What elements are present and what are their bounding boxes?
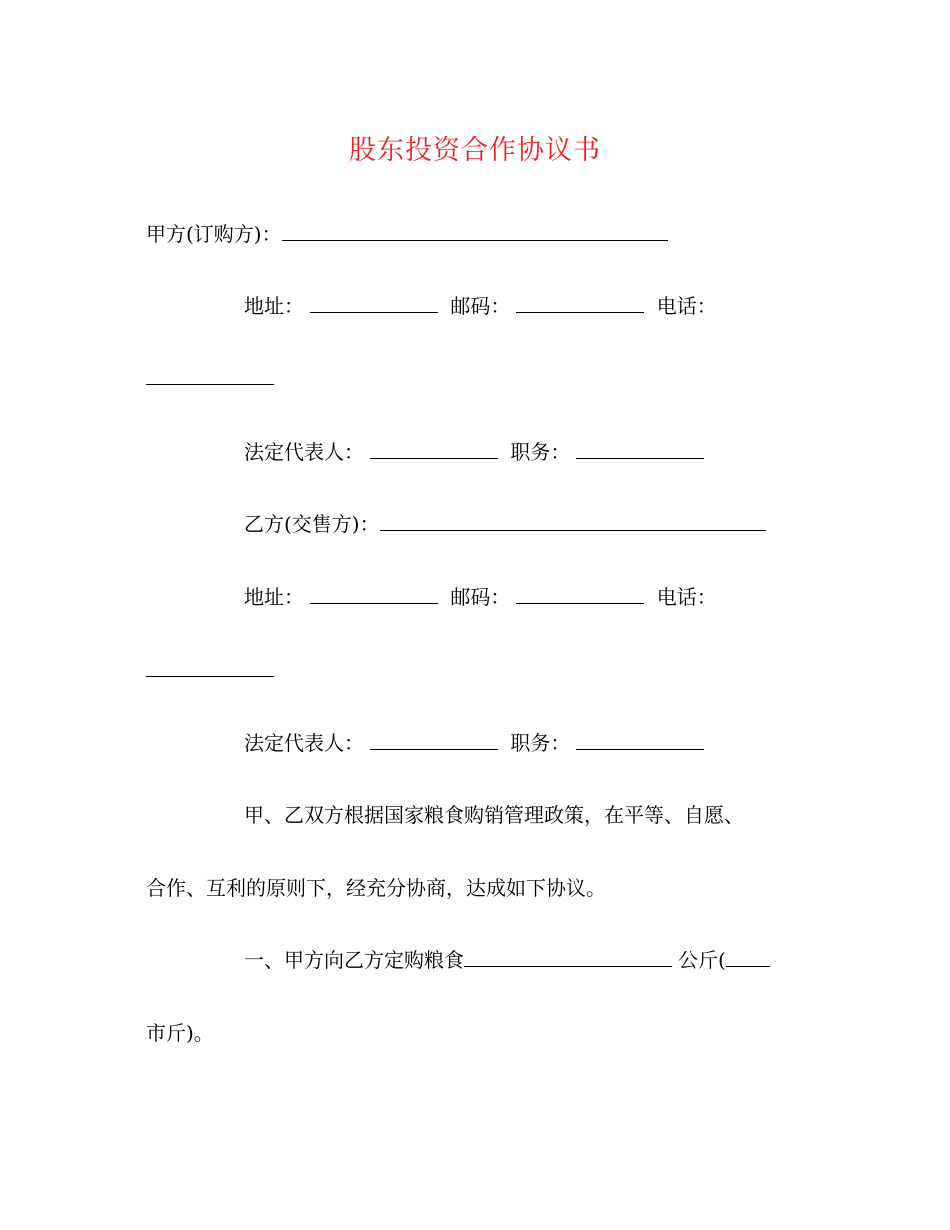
party-b-phone-label: 电话： [656,585,717,609]
party-b-line [244,510,772,538]
party-b-address-blank [310,585,438,604]
preamble-line-1: 甲、乙双方根据国家粮食购销管理政策，在平等、自愿、 [244,803,744,827]
clause-1-unit: 公斤( [678,948,726,972]
party-b-phone-line [146,656,280,684]
party-b-contact-line [244,583,717,611]
clause-1-prefix: 一、甲方向乙方定购粮食 [244,948,464,972]
party-a-postcode-blank [516,294,644,313]
party-b-position-blank [576,731,704,750]
party-a-postcode-label: 邮码： [450,294,511,318]
party-a-contact-line [244,292,717,320]
preamble-line-2: 合作、互利的原则下，经充分协商，达成如下协议。 [146,876,606,900]
party-a-phone-line [146,364,280,392]
party-b-rep-label: 法定代表人： [244,731,364,755]
party-b-address-label: 地址： [244,585,304,609]
party-a-phone-label: 电话： [656,294,717,318]
party-a-rep-blank [370,440,498,459]
party-b-name-blank [380,512,766,531]
party-a-position-blank [576,440,704,459]
party-a-address-label: 地址： [244,294,304,318]
party-a-rep-label: 法定代表人： [244,440,364,464]
party-a-name-blank [282,222,668,241]
document-title: 股东投资合作协议书 [349,135,601,166]
party-a-address-blank [310,294,438,313]
clause-1-quantity-blank [464,948,672,967]
party-b-position-label: 职务： [510,731,571,755]
party-b-label: 乙方(交售方)： [244,512,380,536]
party-a-line [146,220,674,248]
party-a-position-label: 职务： [510,440,571,464]
party-b-rep-blank [370,731,498,750]
clause-1-line-1 [244,946,770,974]
party-b-postcode-label: 邮码： [450,585,511,609]
party-b-postcode-blank [516,585,644,604]
party-a-rep-line [244,438,710,466]
party-a-phone-blank [146,366,274,385]
party-b-phone-blank [146,658,274,677]
clause-1-line-2: 市斤)。 [146,1021,214,1045]
party-b-rep-line [244,729,710,757]
party-a-label: 甲方(订购方)： [146,222,282,246]
clause-1-jin-blank [726,948,770,967]
